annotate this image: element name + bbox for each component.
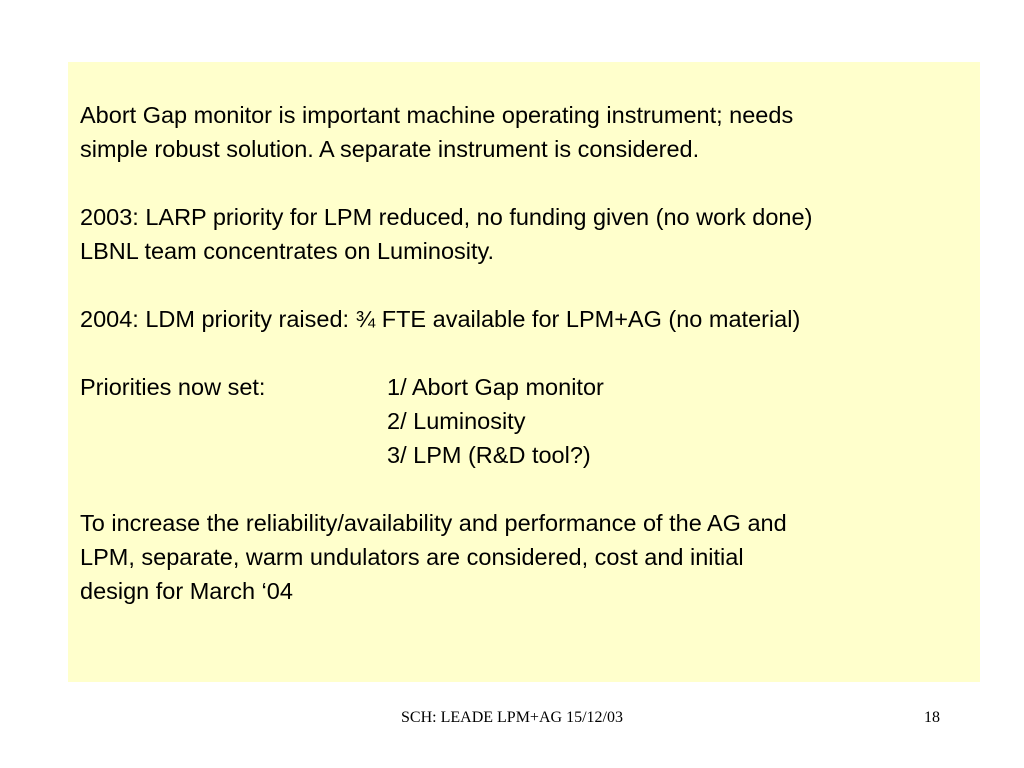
page-number: 18: [924, 709, 940, 726]
paragraph-2004: [80, 302, 970, 336]
priority-item: 2/ Luminosity: [387, 408, 526, 434]
priority-item: 3/ LPM (R&D tool?): [387, 442, 591, 468]
text-line: 2004: LDM priority raised: ¾ FTE available for LPM+AG (no material): [80, 306, 801, 332]
paragraph-undulators: [80, 506, 970, 608]
priority-item: 1/ Abort Gap monitor: [387, 374, 604, 400]
text-line: Abort Gap monitor is important machine operating instrument; needs: [80, 102, 794, 128]
text-line: LPM, separate, warm undulators are considered, cost and initial: [80, 544, 744, 570]
slide-content-box: [68, 62, 980, 682]
priority-indent: [80, 438, 387, 472]
text-line: To increase the reliability/availability and performance of the AG and: [80, 510, 787, 536]
priorities-label: Priorities now set:: [80, 374, 266, 400]
text-line: LBNL team concentrates on Luminosity.: [80, 238, 495, 264]
text-line: design for March ‘04: [80, 578, 293, 604]
paragraph-gap: [80, 336, 970, 370]
paragraph-abort-gap: [80, 98, 970, 166]
paragraph-gap: [80, 472, 970, 506]
paragraph-gap: [80, 166, 970, 200]
priority-indent: [80, 404, 387, 438]
text-line: simple robust solution. A separate instrument is considered.: [80, 136, 700, 162]
paragraph-2003: [80, 200, 970, 268]
priority-row: [80, 438, 970, 472]
slide-footer: SCH: LEADE LPM+AG 15/12/03: [401, 709, 623, 726]
priorities-list: [80, 370, 970, 472]
slide-text-block: [80, 98, 970, 608]
priority-row: [80, 370, 970, 404]
text-line: 2003: LARP priority for LPM reduced, no funding given (no work done): [80, 204, 813, 230]
paragraph-gap: [80, 268, 970, 302]
priority-row: [80, 404, 970, 438]
